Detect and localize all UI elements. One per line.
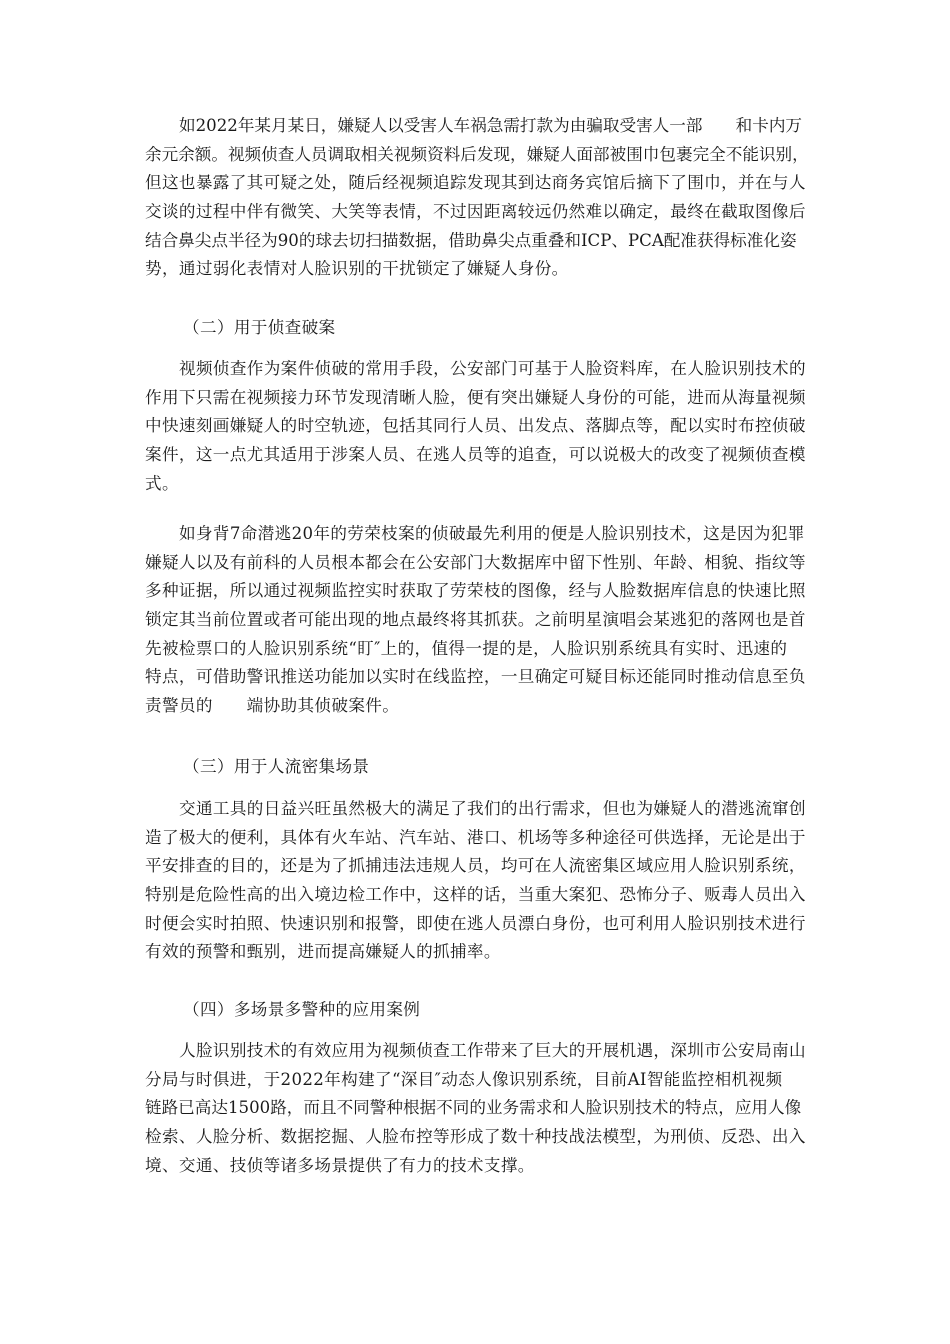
text-line: 检索、人脸分析、数据挖掘、人脸布控等形成了数十种技战法模型，为刑侦、反恐、出入 [145,1127,806,1147]
text-line: 嫌疑人以及有前科的人员根本都会在公安部门大数据库中留下性别、年龄、相貌、指纹等 [145,552,806,572]
text-line: 如2022年某月某日，嫌疑人以受害人车祸急需打款为由骗取受害人一部 和卡内万 [179,116,803,135]
text-line: 责警员的 端协助其侦破案件。 [145,696,400,716]
paragraph-lao-rongzhi-case [145,520,809,721]
text-line: 作用下只需在视频接力环节发现清晰人脸，便有突出嫌疑人身份的可能，进而从海量视频 [145,387,806,407]
text-line: 如身背7命潜逃20年的劳荣枝案的侦破最先利用的便是人脸识别技术，这是因为犯罪 [179,524,805,543]
text-line: 链路已高达1500路，而且不同警种根据不同的业务需求和人脸识别技术的特点，应用人像 [145,1098,802,1118]
text-line: 时便会实时拍照、快速识别和报警，即使在逃人员漂白身份，也可利用人脸识别技术进行 [145,913,806,933]
text-line: 视频侦查作为案件侦破的常用手段，公安部门可基于人脸资料库，在人脸识别技术的 [179,359,806,378]
paragraph-shenzhen-case [145,1037,809,1180]
text-line: 有效的预警和甄别，进而提高嫌疑人的抓捕率。 [145,942,501,962]
text-line: 余元余额。视频侦查人员调取相关视频资料后发现，嫌疑人面部被围巾包裹完全不能识别， [145,144,809,164]
text-line: 特点，可借助警讯推送功能加以实时在线监控，一旦确定可疑目标还能同时推动信息至负 [145,667,806,687]
text-line: 锁定其当前位置或者可能出现的地点最终将其抓获。之前明星演唱会某逃犯的落网也是首 [145,610,806,630]
text-line: 交通工具的日益兴旺虽然极大的满足了我们的出行需求，但也为嫌疑人的潜逃流窜创 [179,799,806,818]
text-line: 平安排查的目的，还是为了抓捕违法违规人员，均可在人流密集区域应用人脸识别系统， [145,856,806,876]
text-line: 先被检票口的人脸识别系统“盯″上的，值得一提的是，人脸识别系统具有实时、迅速的 [145,638,788,658]
paragraph-crowded-scenes [145,795,809,967]
text-line: 人脸识别技术的有效应用为视频侦查工作带来了巨大的开展机遇，深圳市公安局南山 [179,1041,806,1060]
text-line: 境、交通、技侦等诸多场景提供了有力的技术支撑。 [145,1155,535,1175]
text-line: 势，通过弱化表情对人脸识别的干扰锁定了嫌疑人身份。 [145,259,569,279]
text-line: 特别是危险性高的出入境边检工作中，这样的话，当重大案犯、恐怖分子、贩毒人员出入 [145,885,806,905]
paragraph-case-example [145,112,809,284]
text-line: 式。 [145,473,179,493]
section-heading-4: （四）多场景多警种的应用案例 [183,1000,421,1019]
section-heading-2: （二）用于侦查破案 [183,318,336,337]
text-line: 造了极大的便利，具体有火车站、汽车站、港口、机场等多种途径可供选择，无论是出于 [145,827,806,847]
text-line: 但这也暴露了其可疑之处，随后经视频追踪发现其到达商务宾馆后摘下了围巾，并在与人 [145,173,806,193]
text-line: 分局与时俱进，于2022年构建了“深目″动态人像识别系统，目前AI智能监控相机视频 [145,1069,783,1089]
text-line: 中快速刻画嫌疑人的时空轨迹，包括其同行人员、出发点、落脚点等，配以实时布控侦破 [145,416,806,436]
text-line: 交谈的过程中伴有微笑、大笑等表情，不过因距离较远仍然难以确定，最终在截取图像后 [145,202,806,222]
paragraph-investigation [145,355,809,498]
section-heading-3: （三）用于人流密集场景 [183,757,370,776]
text-line: 案件，这一点尤其适用于涉案人员、在逃人员等的追查，可以说极大的改变了视频侦查模 [145,445,806,465]
text-line: 结合鼻尖点半径为90的球去切扫描数据，借助鼻尖点重叠和ICP、PCA配准获得标准化姿 [145,230,797,250]
text-line: 多种证据，所以通过视频监控实时获取了劳荣枝的图像，经与人脸数据库信息的快速比照 [145,581,806,601]
